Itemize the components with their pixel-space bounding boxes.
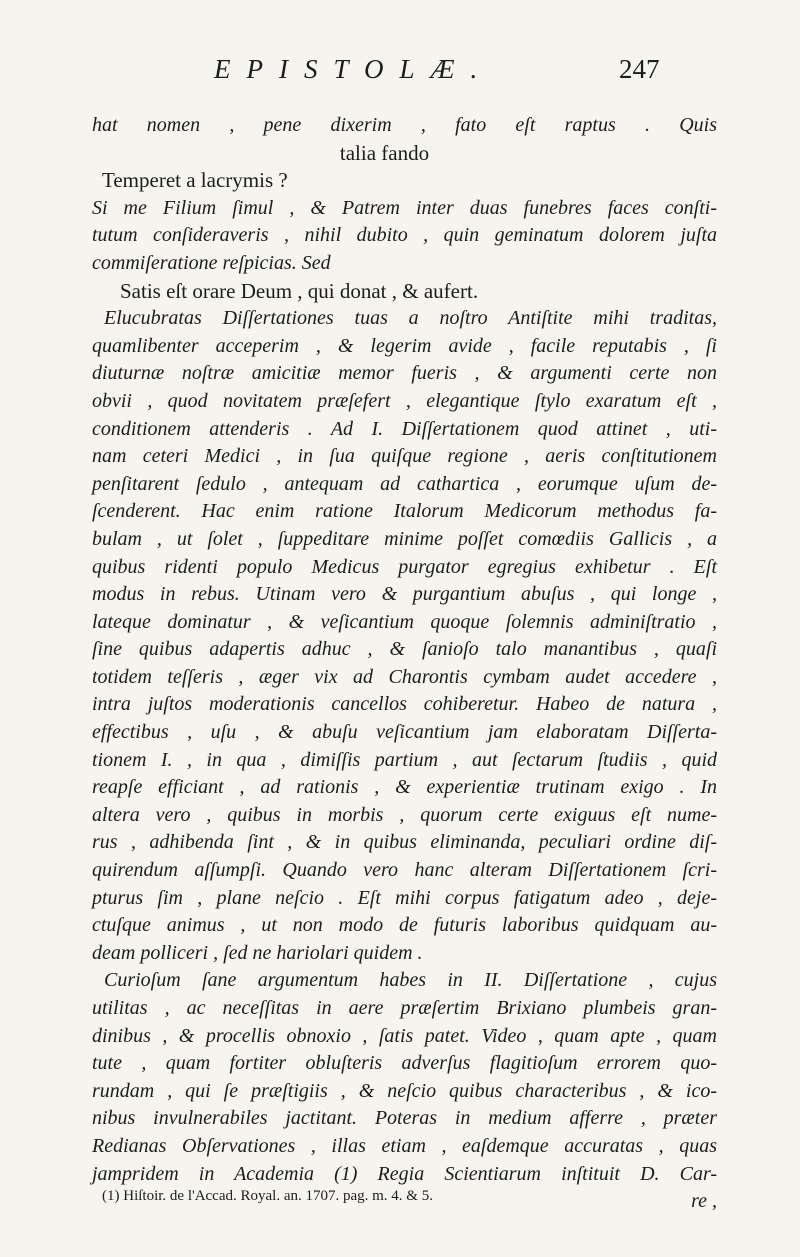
text-line: Redianas Obſervationes , illas etiam , eaſdemque accuratas , quas — [92, 1134, 717, 1157]
text-line: altera vero , quibus in morbis , quorum certe exiguus eſt nume- — [92, 803, 717, 826]
text-line: intra juſtos moderationis cancellos cohiberetur. Habeo de natura , — [92, 693, 717, 716]
running-title: EPISTOLÆ. — [214, 54, 494, 84]
text-line: tutum conſideraveris , nihil dubito , quin geminatum dolorem juſta — [92, 224, 717, 247]
text-line: nibus invulnerabiles jactitant. Poteras in medium afferre , præter — [92, 1107, 717, 1130]
text-line: bulam , ut ſolet , ſuppeditare minime poſſet comœdiis Gallicis , a — [92, 527, 717, 550]
text-line: lateque dominatur , & veſicantium quoque ſolemnis adminiſtratio , — [92, 610, 717, 633]
text-line: modus in rebus. Utinam vero & purgantium abuſus , qui longe , — [92, 583, 717, 606]
text-line: commiſeratione reſpicias. Sed — [92, 251, 331, 274]
text-line: totidem teſſeris , æger vix ad Charontis cymbam audet accedere , — [92, 665, 717, 688]
text-line: Si me Filium ſimul , & Patrem inter duas funebres faces conſti- — [92, 196, 717, 219]
text-line: tute , quam fortiter obluſteris adverſus flagitioſum errorem quo- — [92, 1052, 717, 1075]
text-line: pturus ſim , plane neſcio . Eſt mihi corpus fatigatum adeo , deje- — [92, 886, 717, 909]
text-line: dinibus , & procellis obnoxio , ſatis patet. Video , quam apte , quam — [92, 1024, 717, 1047]
text-line: ſcenderent. Hac enim ratione Italorum Medicorum methodus fa- — [92, 500, 717, 523]
body-text — [92, 112, 717, 1216]
text-line: nam ceteri Medici , in ſua quiſque regione , aeris conſtitutionem — [92, 445, 717, 468]
text-line: conditionem attenderis . Ad I. Diſſertationem quod attinet , uti- — [92, 417, 717, 440]
text-line: quirendum aſſumpſi. Quando vero hanc alteram Diſſertationem ſcri- — [92, 859, 717, 882]
text-line: effectibus , uſu , & abuſu veſicantium jam elaboratam Diſſerta- — [92, 721, 717, 744]
text-line: jampridem in Academia (1) Regia Scientiarum inſtituit D. Car- — [92, 1162, 717, 1185]
text-line: quamlibenter acceperim , & legerim avide , facile reputabis , ſi — [92, 334, 717, 357]
text-line: hat nomen , pene dixerim , fato eſt raptus . Quis — [92, 114, 717, 136]
verse-line: Temperet a lacrymis ? — [102, 168, 288, 193]
text-line: deam polliceri , ſed ne hariolari quidem . — [92, 941, 423, 964]
text-line: ſine quibus adapertis adhuc , & ſanioſo talo manantibus , quaſi — [92, 638, 717, 661]
page-header — [0, 54, 800, 94]
text-line: penſitarent ſedulo , antequam ad cathartica , eorumque uſum de- — [92, 472, 717, 495]
text-line: ctuſque animus , ut non modo de futuris laboribus quidquam au- — [92, 914, 717, 937]
text-line: quibus ridenti populo Medicus purgator egregius exhibetur . Eſt — [92, 555, 717, 578]
text-line: rus , adhibenda ſint , & in quibus eliminanda, peculiari ordine diſ- — [92, 831, 717, 854]
text-line: utilitas , ac neceſſitas in aere præſertim Brixiano plumbeis gran- — [92, 997, 717, 1019]
quotation-line: Satis eſt orare Deum , qui donat , & aufert. — [120, 278, 479, 303]
text-line: tionem I. , in qua , dimiſſis partium , aut ſectarum ſtudiis , quid — [92, 748, 717, 771]
footnote: (1) Hiſtoir. de l'Accad. Royal. an. 1707. pag. m. 4. & 5. — [102, 1188, 433, 1204]
catchword: re , — [691, 1190, 717, 1213]
text-line: reapſe efficiant , ad rationis , & experientiæ trutinam exigo . In — [92, 776, 717, 799]
paragraph-start: Elucubratas Diſſertationes tuas a noſtro Antiſtite mihi traditas, — [104, 307, 717, 330]
text-line: obvii , quod novitatem præſefert , elegantique ſtylo exaratum eſt , — [92, 389, 717, 412]
text-line: rundam , qui ſe præſtigiis , & neſcio quibus characteribus , & ico- — [92, 1079, 717, 1102]
verse-line: talia fando — [339, 140, 430, 165]
page-number: 247 — [619, 54, 660, 84]
text-line: diuturnæ noſtræ amicitiæ memor fueris , & argumenti certe non — [92, 362, 717, 385]
paragraph-start: Curioſum ſane argumentum habes in II. Diſſertatione , cujus — [104, 969, 717, 992]
